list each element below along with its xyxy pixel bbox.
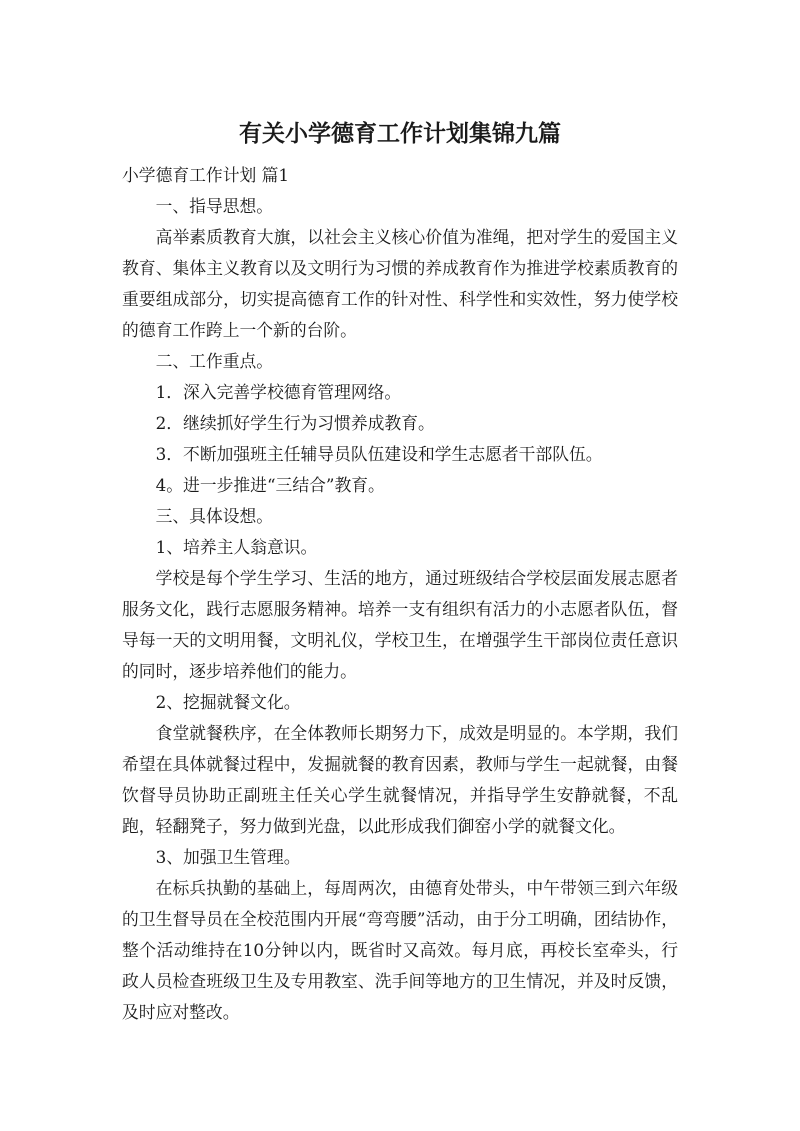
list-item-focus-1: 1．深入完善学校德育管理网络。 [155, 382, 402, 402]
list-item-focus-4: 4。进一步推进“三结合”教育。 [155, 475, 385, 495]
document-title: 有关小学德育工作计划集锦九篇 [239, 121, 561, 147]
heading-work-focus: 二、工作重点。 [155, 351, 274, 371]
subheading-dining-culture: 2、挖掘就餐文化。 [155, 692, 301, 712]
list-item-focus-3: 3．不断加强班主任辅导员队伍建设和学生志愿者干部队伍。 [155, 444, 603, 464]
subheading-hygiene: 3、加强卫生管理。 [155, 847, 301, 867]
document-body [122, 158, 678, 1028]
subheading-ownership: 1、培养主人翁意识。 [155, 537, 318, 557]
paragraph-ownership: 学校是每个学生学习、生活的地方，通过班级结合学校层面发展志愿者服务文化，践行志愿服务精神。培养一支有组织有活力的小志愿者队伍，督导每一天的文明用餐，文明礼仪，学校卫生，在增强学生干部岗位责任意识的同时，逐步培养他们的能力。 [122, 568, 678, 681]
paragraph-guiding-thought: 高举素质教育大旗，以社会主义核心价值为准绳，把对学生的爱国主义教育、集体主义教育以及文明行为习惯的养成教育作为推进学校素质教育的重要组成部分，切实提高德育工作的针对性、科学性和实效性，努力使学校的德育工作跨上一个新的台阶。 [122, 227, 678, 340]
list-item-focus-2: 2．继续抓好学生行为习惯养成教育。 [155, 413, 435, 433]
paragraph-hygiene: 在标兵执勤的基础上，每周两次，由德育处带头，中午带领三到六年级的卫生督导员在全校范围内开展“弯弯腰”活动，由于分工明确，团结协作，整个活动维持在10分钟以内，既省时又高效。每月底，再校长室牵头，行政人员检查班级卫生及专用教室、洗手间等地方的卫生情况，并及时反馈，及时应对整改。 [122, 878, 678, 1022]
heading-guiding-thought: 一、指导思想。 [155, 196, 274, 216]
heading-specific-plans: 三、具体设想。 [155, 506, 274, 526]
section-subtitle: 小学德育工作计划 篇1 [122, 165, 290, 185]
paragraph-dining-culture: 食堂就餐秩序，在全体教师长期努力下，成效是明显的。本学期，我们希望在具体就餐过程中，发掘就餐的教育因素，教师与学生一起就餐，由餐饮督导员协助正副班主任关心学生就餐情况，并指导学生安静就餐，不乱跑，轻翻凳子，努力做到光盘，以此形成我们御窑小学的就餐文化。 [122, 723, 678, 836]
